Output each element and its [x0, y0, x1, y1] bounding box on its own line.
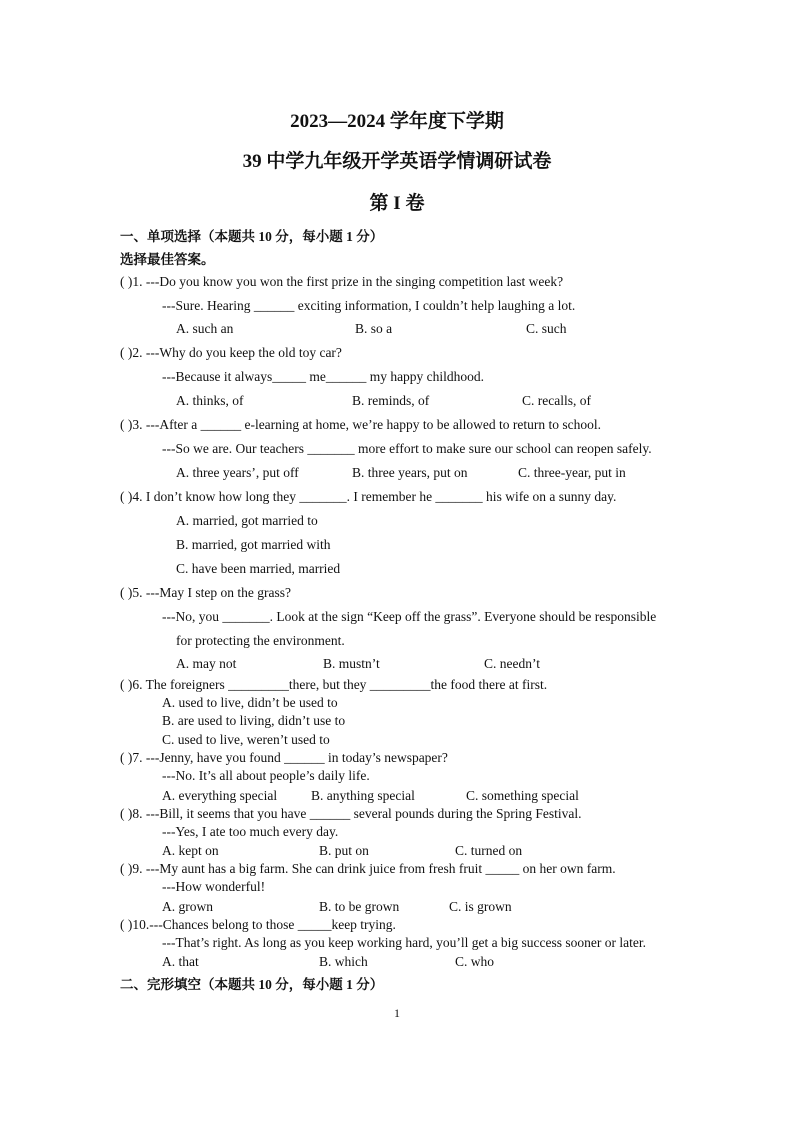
question-6-option-a: A. used to live, didn’t be used to — [162, 695, 338, 710]
section1-heading: 一、单项选择（本题共 10 分，每小题 1 分） — [120, 229, 384, 244]
section2-heading: 二、完形填空（本题共 10 分，每小题 1 分） — [120, 977, 384, 992]
question-9-option-b: B. to be grown — [319, 899, 400, 914]
question-2-option-b: B. reminds, of — [352, 393, 430, 408]
exam-title-main: 39 中学九年级开学英语学情调研试卷 — [242, 151, 552, 172]
question-10-option-c: C. who — [455, 954, 495, 969]
question-2-line2: ---Because it always_____ me______ my happy childhood. — [162, 369, 485, 384]
exam-title-year: 2023—2024 学年度下学期 — [290, 111, 504, 132]
question-2-option-c: C. recalls, of — [522, 393, 591, 408]
question-1-option-b: B. so a — [355, 321, 393, 336]
question-3-option-a: A. three years’, put off — [176, 465, 299, 480]
question-3-stem: ( )3. ---After a ______ e-learning at home, we’re happy to be allowed to return to school. — [120, 417, 601, 432]
question-5-option-c: C. needn’t — [484, 656, 540, 671]
question-5-option-a: A. may not — [176, 656, 237, 671]
question-2-stem: ( )2. ---Why do you keep the old toy car? — [120, 345, 342, 360]
question-10-stem: ( )10.---Chances belong to those _____keep trying. — [120, 917, 396, 932]
question-9-stem: ( )9. ---My aunt has a big farm. She can drink juice from fresh fruit _____ on her own farm. — [120, 861, 616, 876]
question-5-line2: ---No, you _______. Look at the sign “Keep off the grass”. Everyone should be responsible — [162, 609, 657, 624]
question-8-line2: ---Yes, I ate too much every day. — [162, 824, 339, 839]
question-2-option-a: A. thinks, of — [176, 393, 244, 408]
question-9-line2: ---How wonderful! — [162, 879, 266, 894]
question-7-option-a: A. everything special — [162, 788, 278, 803]
question-4-option-c: C. have been married, married — [176, 561, 341, 576]
question-10-option-b: B. which — [319, 954, 368, 969]
question-8-option-b: B. put on — [319, 843, 369, 858]
question-10-line2: ---That’s right. As long as you keep working hard, you’ll get a big success sooner or later. — [162, 935, 647, 950]
question-9-option-a: A. grown — [162, 899, 213, 914]
question-3-line2: ---So we are. Our teachers _______ more effort to make sure our school can reopen safely. — [162, 441, 652, 456]
question-5-option-b: B. mustn’t — [323, 656, 380, 671]
question-5-line3: for protecting the environment. — [176, 633, 345, 648]
question-3-option-b: B. three years, put on — [352, 465, 468, 480]
question-7-option-c: C. something special — [466, 788, 579, 803]
question-1-option-a: A. such an — [176, 321, 234, 336]
question-9-option-c: C. is grown — [449, 899, 512, 914]
question-8-option-c: C. turned on — [455, 843, 523, 858]
question-3-option-c: C. three-year, put in — [518, 465, 626, 480]
question-6-option-c: C. used to live, weren’t used to — [162, 732, 330, 747]
question-4-stem: ( )4. I don’t know how long they _______. I remember he _______ his wife on a sunny day. — [120, 489, 617, 504]
question-7-stem: ( )7. ---Jenny, have you found ______ in today’s newspaper? — [120, 750, 448, 765]
question-7-option-b: B. anything special — [311, 788, 415, 803]
question-7-line2: ---No. It’s all about people’s daily life. — [162, 768, 370, 783]
question-1-line2: ---Sure. Hearing ______ exciting information, I couldn’t help laughing a lot. — [162, 298, 576, 313]
question-1-stem: ( )1. ---Do you know you won the first prize in the singing competition last week? — [120, 274, 564, 289]
page-number: 1 — [394, 1006, 400, 1020]
question-8-option-a: A. kept on — [162, 843, 219, 858]
question-8-stem: ( )8. ---Bill, it seems that you have ______ several pounds during the Spring Festival. — [120, 806, 582, 821]
exam-title-volume: 第 I 卷 — [369, 193, 425, 214]
section1-instruction: 选择最佳答案。 — [120, 252, 215, 267]
question-10-option-a: A. that — [162, 954, 199, 969]
question-5-stem: ( )5. ---May I step on the grass? — [120, 585, 291, 600]
question-6-stem: ( )6. The foreigners _________there, but they _________the food there at first. — [120, 677, 548, 692]
question-1-option-c: C. such — [526, 321, 567, 336]
question-4-option-b: B. married, got married with — [176, 537, 331, 552]
question-4-option-a: A. married, got married to — [176, 513, 318, 528]
question-6-option-b: B. are used to living, didn’t use to — [162, 713, 346, 728]
